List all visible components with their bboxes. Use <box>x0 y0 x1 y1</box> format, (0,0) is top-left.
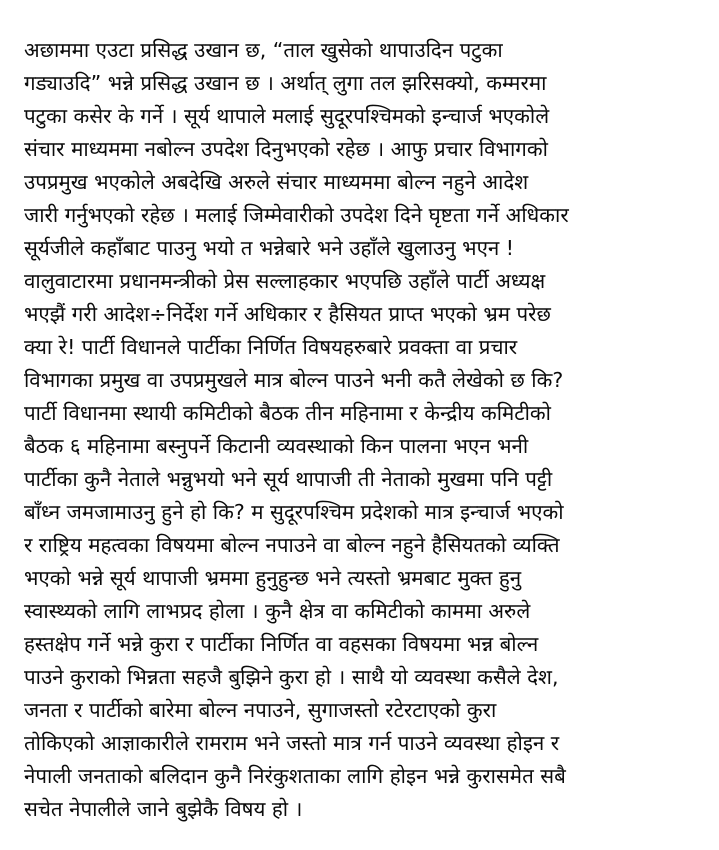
text-line: पाउने कुराको भिन्नता सहजै बुझिने कुरा हो । साथै यो व्यवस्था कसैले देश, <box>24 665 559 689</box>
text-line: स्वास्थ्यको लागि लाभप्रद होला । कुनै क्षेत्र वा कमिटीको काममा अरुले <box>24 599 531 623</box>
text-line: सचेत नेपालीले जाने बुझेकै विषय हो । <box>24 797 303 821</box>
text-line: अछाममा एउटा प्रसिद्ध उखान छ, “ताल खुसेको थापाउदिन पटुका <box>24 38 503 62</box>
text-line: जारी गर्नुभएको रहेछ । मलाई जिम्मेवारीको उपदेश दिने घृष्टता गर्ने अधिकार <box>24 203 569 227</box>
article-text <box>24 34 714 826</box>
text-line: भएझैं गरी आदेश÷निर्देश गर्ने अधिकार र हैसियत प्राप्त भएको भ्रम परेछ <box>24 302 551 326</box>
text-line: विभागका प्रमुख वा उपप्रमुखले मात्र बोल्न पाउने भनी कतै लेखेको छ कि? <box>24 368 564 392</box>
text-line: तोकिएको आज्ञाकारीले रामराम भने जस्तो मात्र गर्न पाउने व्यवस्था होइन र <box>24 731 560 755</box>
text-line: सूर्यजीले कहाँबाट पाउनु भयो त भन्नेबारे भने उहाँले खुलाउनु भएन ! <box>24 236 515 260</box>
text-line: पार्टीका कुनै नेताले भन्नुभयो भने सूर्य थापाजी ती नेताको मुखमा पनि पट्टी <box>24 467 553 491</box>
text-line: उपप्रमुख भएकोले अबदेखि अरुले संचार माध्यममा बोल्न नहुने आदेश <box>24 170 529 194</box>
text-line: जनता र पार्टीको बारेमा बोल्न नपाउने, सुगाजस्तो रटेरटाएको कुरा <box>24 698 497 722</box>
text-line: पटुका कसेर के गर्ने । सूर्य थापाले मलाई सुदूरपश्चिमको इन्चार्ज भएकोले <box>24 104 550 128</box>
text-line: गड्याउदि” भन्ने प्रसिद्ध उखान छ । अर्थात् लुगा तल झरिसक्यो, कम्मरमा <box>24 71 547 95</box>
text-line: वालुवाटारमा प्रधानमन्त्रीको प्रेस सल्लाहकार भएपछि उहाँले पार्टी अध्यक्ष <box>24 269 546 293</box>
text-line: नेपाली जनताको बलिदान कुनै निरंकुशताका लागि होइन भन्ने कुरासमेत सबै <box>24 764 566 788</box>
text-line: संचार माध्यममा नबोल्न उपदेश दिनुभएको रहेछ । आफु प्रचार विभागको <box>24 137 548 161</box>
text-line: बैठक ६ महिनामा बस्नुपर्ने किटानी व्यवस्थाको किन पालना भएन भनी <box>24 434 529 458</box>
text-line: हस्तक्षेप गर्ने भन्ने कुरा र पार्टीका निर्णित वा वहसका विषयमा भन्न बोल्न <box>24 632 539 656</box>
text-line: बाँध्न जमजामाउनु हुने हो कि? म सुदूरपश्चिम प्रदेशको मात्र इन्चार्ज भएको <box>24 500 564 524</box>
text-line: क्या रे! पार्टी विधानले पार्टीका निर्णित विषयहरुबारे प्रवक्ता वा प्रचार <box>24 335 518 359</box>
text-line: भएको भन्ने सूर्य थापाजी भ्रममा हुनुहुन्छ भने त्यस्तो भ्रमबाट मुक्त हुनु <box>24 566 522 590</box>
text-line: पार्टी विधानमा स्थायी कमिटीको बैठक तीन महिनामा र केन्द्रीय कमिटीको <box>24 401 551 425</box>
text-line: र राष्ट्रिय महत्वका विषयमा बोल्न नपाउने वा बोल्न नहुने हैसियतको व्यक्ति <box>24 533 560 557</box>
